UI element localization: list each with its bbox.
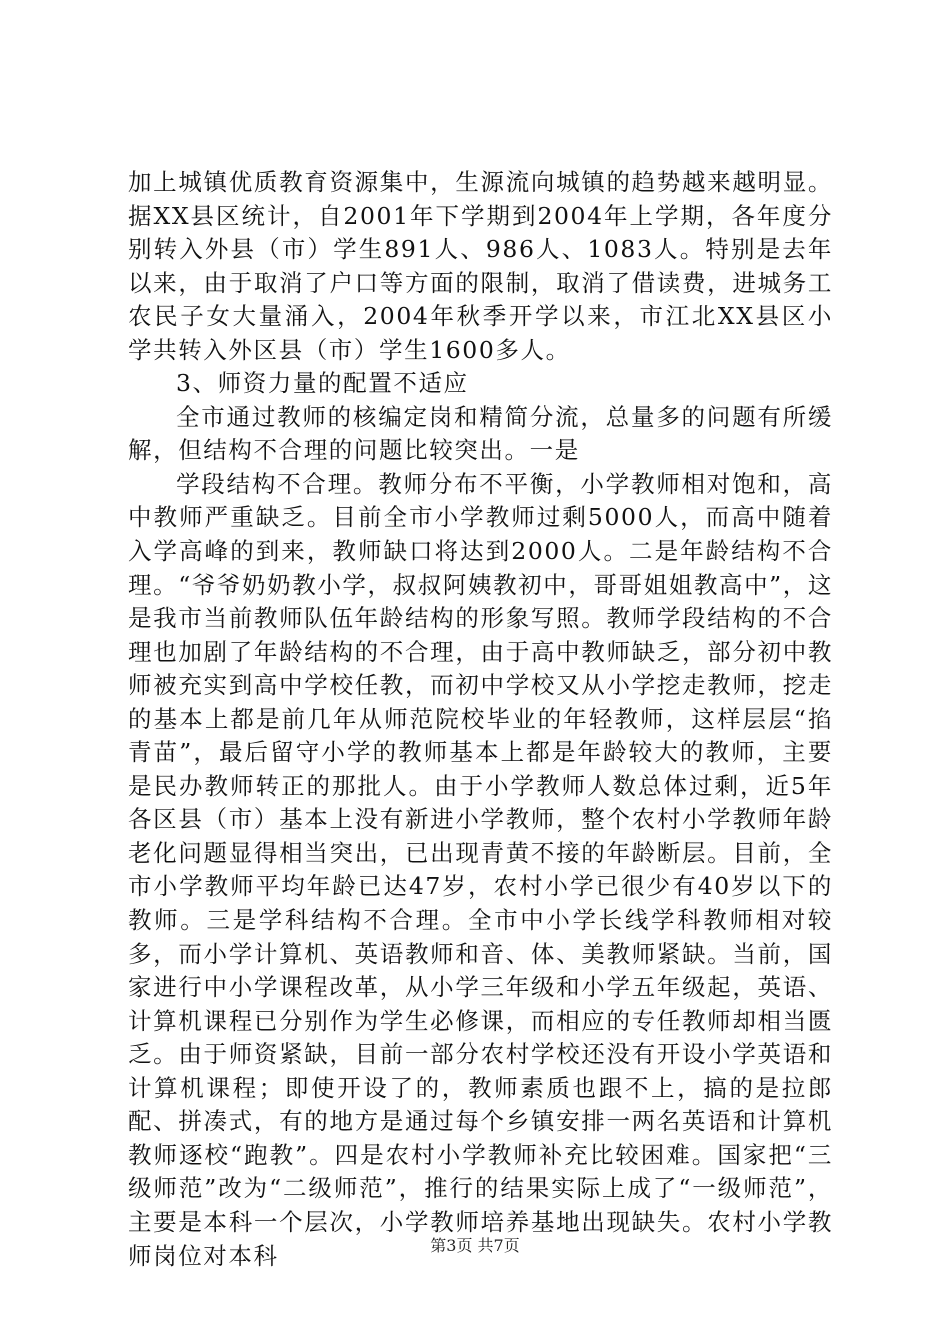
paragraph-structure-details: 学段结构不合理。教师分布不平衡，小学教师相对饱和，高中教师严重缺乏。目前全市小学教师过剩5000人，而高中随着入学高峰的到来，教师缺口将达到2000人。二是年龄结构不合理。“爷爷奶奶教小学，叔叔阿姨教初中，哥哥姐姐教高中”，这是我市当前教师队伍年龄结构的形象写照。教师学段结构的不合理也加剧了年龄结构的不合理，由于高中教师缺乏，部分初中教师被充实到高中学校任教，而初中学校又从小学挖走教师，挖走的基本上都是前几年从师范院校毕业的年轻教师，这样层层“掐青苗”，最后留守小学的教师基本上都是年龄较大的教师，主要是民办教师转正的那批人。由于小学教师人数总体过剩，近5年各区县（市）基本上没有新进小学教师，整个农村小学教师年龄老化问题显得相当突出，已出现青黄不接的年龄断层。目前，全市小学教师平均年龄已达47岁，农村小学已很少有40岁以下的教师。三是学科结构不合理。全市中小学长线学科教师相对较多，而小学计算机、英语教师和音、体、美教师紧缺。当前，国家进行中小学课程改革，从小学三年级和小学五年级起，英语、计算机课程已分别作为学生必修课，而相应的专任教师却相当匮乏。由于师资紧缺，目前一部分农村学校还没有开设小学英语和计算机课程；即使开设了的，教师素质也跟不上，搞的是拉郎配、拼凑式，有的地方是通过每个乡镇安排一两名英语和计算机教师逐校“跑教”。四是农村小学教师补充比较困难。国家把“三级师范”改为“二级师范”，推行的结果实际上成了“一级师范”，主要是本科一个层次，小学教师培养基地出现缺失。农村小学教师岗位对本科 <box>128 469 833 1270</box>
page-number-footer: 第3页 共7页 <box>430 1236 520 1255</box>
paragraph-enrollment-flow: 加上城镇优质教育资源集中，生源流向城镇的趋势越来越明显。据XX县区统计，自2001年下学期到2004年上学期，各年度分别转入外县（市）学生891人、986人、1083人。特别是去年以来，由于取消了户口等方面的限制，取消了借读费，进城务工农民子女大量涌入，2004年秋季开学以来，市江北XX县区小学共转入外区县（市）学生1600多人。 <box>128 168 833 364</box>
document-body <box>128 166 833 1273</box>
paragraph-structure-intro: 全市通过教师的核编定岗和精简分流，总量多的问题有所缓解，但结构不合理的问题比较突出。一是 <box>128 402 833 465</box>
section-heading-teacher-allocation: 3、师资力量的配置不适应 <box>176 369 469 398</box>
